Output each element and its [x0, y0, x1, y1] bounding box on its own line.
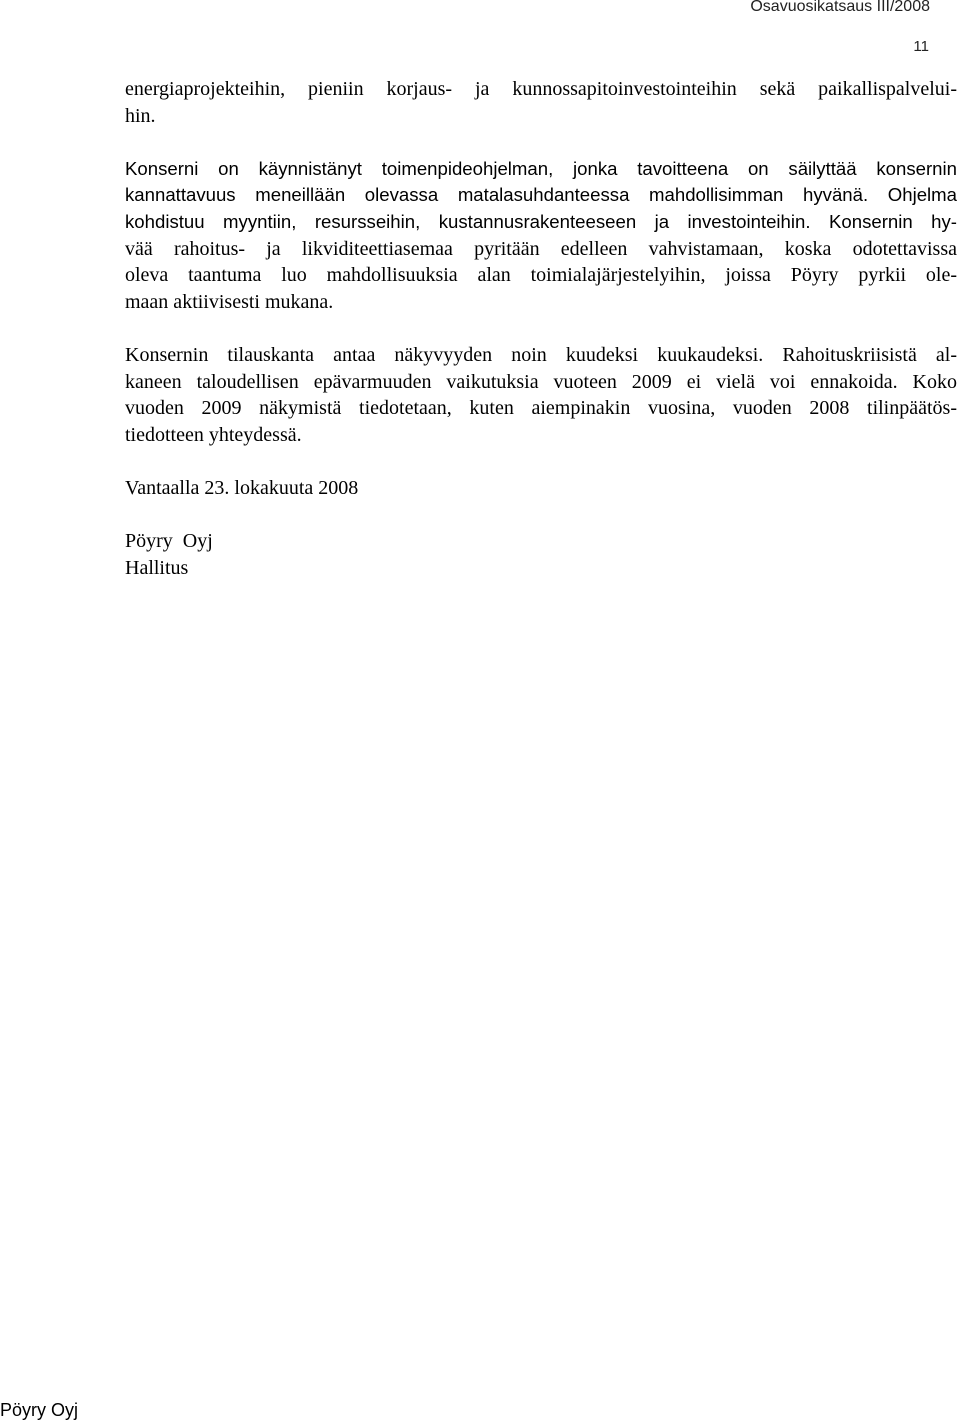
paragraph-1 [125, 76, 957, 129]
text-line: Konserni on käynnistänyt toimenpideohjelman, jonka tavoitteena on säilyttää konsernin [125, 157, 957, 179]
text-line: vää rahoitus- ja likviditeettiasemaa pyritään edelleen vahvistamaan, koska odotettavissa [125, 237, 957, 260]
text-line: kannattavuus meneillään olevassa matalasuhdanteessa mahdollisimman hyvänä. Ohjelma [125, 184, 957, 206]
text-line: hin. [125, 104, 156, 127]
page-number: 11 [913, 38, 929, 55]
text-line: oleva taantuma luo mahdollisuuksia alan toimialajärjestelyihin, joissa Pöyry pyrkii ole- [125, 264, 957, 287]
document-body [125, 76, 957, 581]
text-line: kaneen taloudellisen epävarmuuden vaikutuksia vuoteen 2009 ei vielä voi ennakoida. Koko [125, 370, 957, 393]
text-line: energiaprojekteihin, pieniin korjaus- ja kunnossapitoinvestointeihin sekä paikallispalvelui- [125, 78, 957, 100]
signature-block [125, 528, 957, 581]
place-and-date: Vantaalla 23. lokakuuta 2008 [125, 476, 359, 499]
footer-company: Pöyry Oyj [0, 1400, 79, 1420]
text-line: vuoden 2009 näkymistä tiedotetaan, kuten aiempinakin vuosina, vuoden 2008 tilinpäätös- [125, 397, 957, 420]
document-header-title: Osavuosikatsaus III/2008 [750, 0, 930, 15]
text-line: kohdistuu myyntiin, resursseihin, kustannusrakenteeseen ja investointeihin. Konsernin hy- [125, 210, 957, 232]
text-line: maan aktiivisesti mukana. [125, 290, 334, 313]
signature-board: Hallitus [125, 556, 189, 579]
text-line: Konsernin tilauskanta antaa näkyvyyden noin kuudeksi kuukaudeksi. Rahoituskriisistä al- [125, 343, 957, 366]
text-line: tiedotteen yhteydessä. [125, 423, 302, 446]
signature-company: Pöyry Oyj [125, 530, 213, 553]
paragraph-3 [125, 342, 957, 448]
paragraph-2 [125, 156, 957, 316]
